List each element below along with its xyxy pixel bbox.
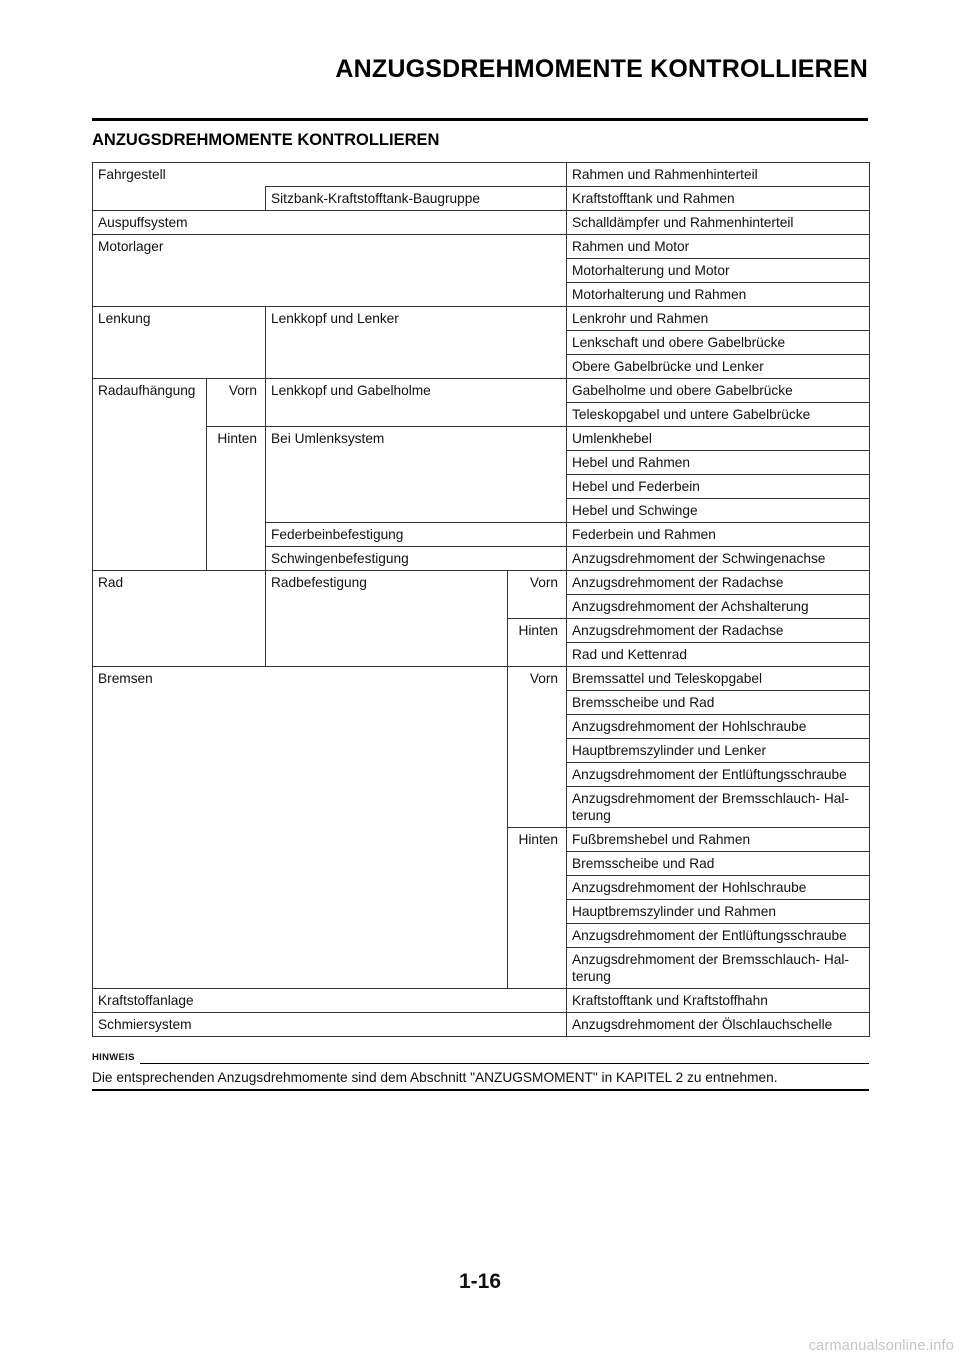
table-row: [93, 571, 870, 595]
table-cell: Hinten: [508, 619, 567, 667]
table-cell: Fahrgestell: [93, 163, 567, 187]
header-rule: [92, 118, 868, 121]
cell-line: terung: [572, 969, 611, 984]
table-row: [93, 187, 870, 211]
table-cell: Anzugsdrehmoment der Ölschlauchschelle: [567, 1013, 870, 1037]
watermark: carmanualsonline.info: [808, 1338, 954, 1354]
table-cell: Sitzbank-Kraftstofftank-Baugruppe: [266, 187, 567, 211]
table-cell: Federbein und Rahmen: [567, 523, 870, 547]
table-cell: [567, 787, 870, 828]
table-cell: Radaufhängung: [93, 379, 207, 571]
table-cell: Anzugsdrehmoment der Schwingenachse: [567, 547, 870, 571]
page-number: 1-16: [458, 1270, 502, 1293]
table-row: [93, 307, 870, 331]
table-cell: Anzugsdrehmoment der Achshalterung: [567, 595, 870, 619]
cell-line: Anzugsdrehmoment der Bremsschlauch- Hal-: [572, 791, 849, 806]
note-top-rule: [92, 1063, 869, 1064]
table-cell: Lenkkopf und Gabelholme: [266, 379, 567, 427]
table-cell: Anzugsdrehmoment der Radachse: [567, 619, 870, 643]
table-cell: Anzugsdrehmoment der Radachse: [567, 571, 870, 595]
table-cell: Hebel und Rahmen: [567, 451, 870, 475]
table-cell: Bremsscheibe und Rad: [567, 691, 870, 715]
table-cell: Vorn: [207, 379, 266, 427]
table-cell: Hinten: [508, 828, 567, 989]
table-row: [93, 211, 870, 235]
note-bottom-rule: [92, 1089, 869, 1091]
table-cell: Bremssattel und Teleskopgabel: [567, 667, 870, 691]
table-cell: Vorn: [508, 667, 567, 828]
note-label: HINWEIS: [92, 1052, 140, 1064]
page-header-title: ANZUGSDREHMOMENTE KONTROLLIEREN: [335, 55, 868, 83]
note-text: Die entsprechenden Anzugsdrehmomente sind dem Abschnitt "ANZUGSMOMENT" in KAPITEL 2 zu entnehmen.: [92, 1070, 778, 1085]
table-cell: Hauptbremszylinder und Lenker: [567, 739, 870, 763]
table-row: [93, 1013, 870, 1037]
table-cell: Schwingenbefestigung: [266, 547, 567, 571]
table-cell: Rahmen und Motor: [567, 235, 870, 259]
table-cell: Anzugsdrehmoment der Entlüftungsschraube: [567, 763, 870, 787]
section-title: ANZUGSDREHMOMENTE KONTROLLIEREN: [92, 131, 440, 149]
table-cell: Kraftstoffanlage: [93, 989, 567, 1013]
table-cell: Rad: [93, 571, 266, 667]
table-cell: Auspuffsystem: [93, 211, 567, 235]
table-cell: Motorhalterung und Rahmen: [567, 283, 870, 307]
table-cell: Rahmen und Rahmenhinterteil: [567, 163, 870, 187]
table-cell: Hebel und Federbein: [567, 475, 870, 499]
table-cell: Gabelholme und obere Gabelbrücke: [567, 379, 870, 403]
table-cell: Schalldämpfer und Rahmenhinterteil: [567, 211, 870, 235]
table-cell: Hauptbremszylinder und Rahmen: [567, 900, 870, 924]
cell-line: terung: [572, 808, 611, 823]
table-cell: Anzugsdrehmoment der Hohlschraube: [567, 876, 870, 900]
table-row: [93, 379, 870, 403]
torque-check-table: [92, 162, 870, 1037]
table-cell: Federbeinbefestigung: [266, 523, 567, 547]
table-cell: Lenkkopf und Lenker: [266, 307, 567, 379]
table-cell: Motorlager: [93, 235, 567, 307]
table-cell: Schmiersystem: [93, 1013, 567, 1037]
table-row: [93, 427, 870, 451]
table-cell: Lenkschaft und obere Gabelbrücke: [567, 331, 870, 355]
table-cell: [567, 948, 870, 989]
table-cell: Rad und Kettenrad: [567, 643, 870, 667]
table-cell: Hebel und Schwinge: [567, 499, 870, 523]
table-cell: Kraftstofftank und Rahmen: [567, 187, 870, 211]
table-cell: Umlenkhebel: [567, 427, 870, 451]
table-cell: Motorhalterung und Motor: [567, 259, 870, 283]
table-cell: [93, 187, 266, 211]
table-cell: Lenkung: [93, 307, 266, 379]
table-cell: Teleskopgabel und untere Gabelbrücke: [567, 403, 870, 427]
table-cell: Vorn: [508, 571, 567, 619]
table-row: [93, 163, 870, 187]
table-cell: Radbefestigung: [266, 571, 508, 667]
table-cell: Hinten: [207, 427, 266, 571]
table-cell: Bei Umlenksystem: [266, 427, 567, 523]
table-cell: Anzugsdrehmoment der Entlüftungsschraube: [567, 924, 870, 948]
table-cell: Lenkrohr und Rahmen: [567, 307, 870, 331]
table-row: [93, 989, 870, 1013]
table-cell: Bremsen: [93, 667, 508, 989]
table-cell: Obere Gabelbrücke und Lenker: [567, 355, 870, 379]
table-cell: Bremsscheibe und Rad: [567, 852, 870, 876]
table-row: [93, 667, 870, 691]
table-cell: Kraftstofftank und Kraftstoffhahn: [567, 989, 870, 1013]
cell-line: Anzugsdrehmoment der Bremsschlauch- Hal-: [572, 952, 849, 967]
table-cell: Fußbremshebel und Rahmen: [567, 828, 870, 852]
table-cell: Anzugsdrehmoment der Hohlschraube: [567, 715, 870, 739]
table-row: [93, 235, 870, 259]
